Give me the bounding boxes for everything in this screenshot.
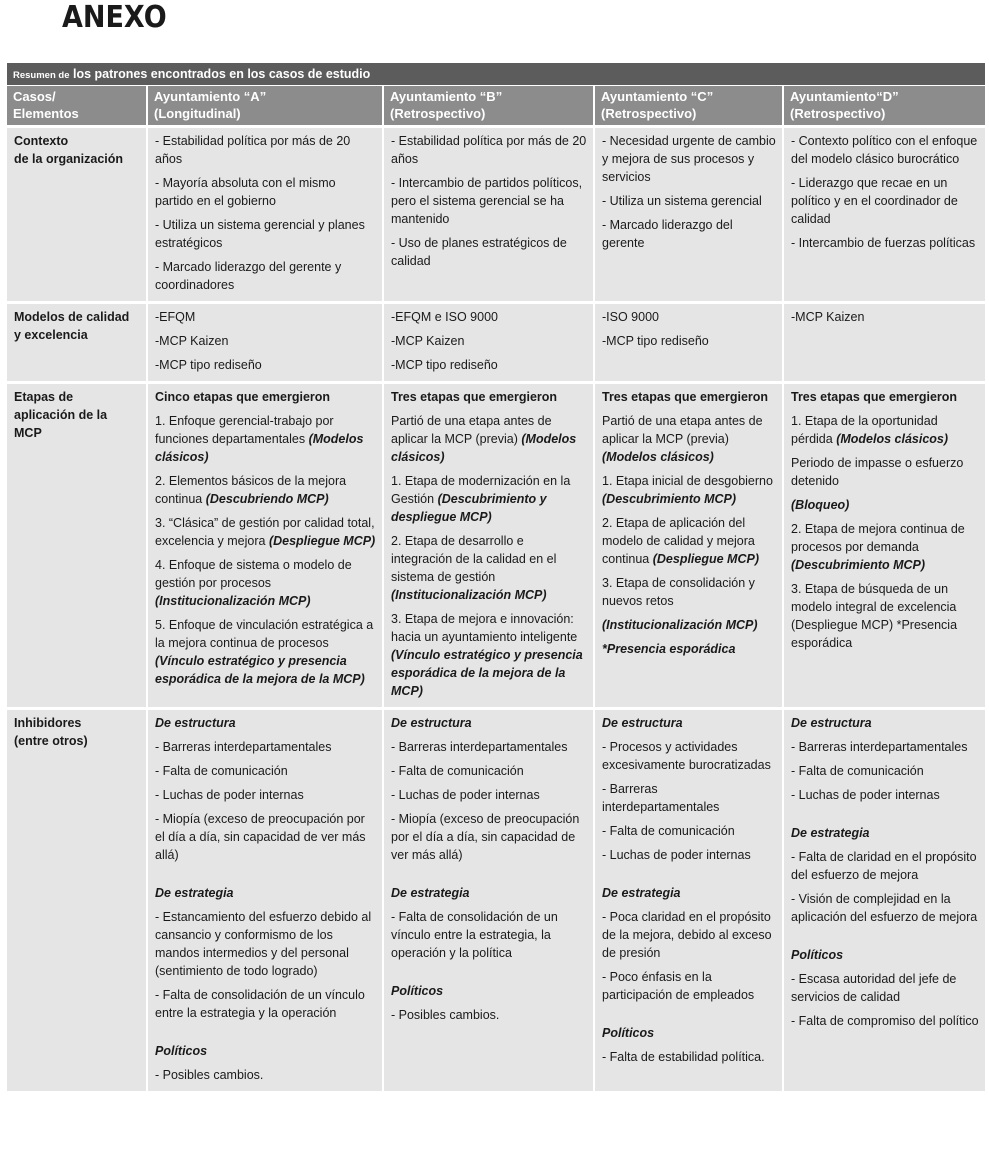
cell-text: - Falta de consolidación de un vínculo entre la estrategia y la operación <box>155 988 365 1020</box>
header-row <box>7 86 985 127</box>
section-spacer <box>791 810 979 824</box>
row-label-etapas <box>7 383 147 709</box>
cell-text: - Liderazgo que recae en un político y en el coordinador de calidad <box>791 176 958 226</box>
summary-table <box>7 86 985 1091</box>
cell-text: (Institucionalización MCP) <box>602 618 758 632</box>
row-label-modelos <box>7 303 147 383</box>
cell-text: De estructura <box>155 716 236 730</box>
cell-text: -EFQM e ISO 9000 <box>391 310 498 324</box>
cell-text: Modelos de calidad <box>14 310 130 324</box>
cell-text: - Falta de comunicación <box>155 764 288 778</box>
cell-text: - Posibles cambios. <box>391 1008 500 1022</box>
row-inhibidores <box>7 709 985 1092</box>
cell-text: - Utiliza un sistema gerencial y planes estratégicos <box>155 218 365 250</box>
cell-text: - Necesidad urgente de cambio y mejora de sus procesos y servicios <box>602 134 776 184</box>
cell-text: - Marcado liderazgo del gerente <box>602 218 733 250</box>
cell-text: 1. Etapa de la oportunidad pérdida <box>791 414 938 446</box>
cell-etapas-c <box>594 383 783 709</box>
header-casos <box>7 86 147 127</box>
cell-text: Partió de una etapa antes de aplicar la MCP (previa) <box>602 414 763 446</box>
cell-contexto-c <box>594 127 783 303</box>
cell-text: 2. Etapa de aplicación del modelo de calidad y mejora continua <box>602 516 755 566</box>
cell-etapas-b <box>383 383 594 709</box>
cell-text: De estructura <box>791 716 872 730</box>
cell-modelos-b <box>383 303 594 383</box>
cell-text: de la organización <box>14 152 124 166</box>
cell-text: 2. Elementos básicos de la mejora continua <box>155 474 347 506</box>
summary-table-wrapper <box>7 63 985 1091</box>
cell-text: - Miopía (exceso de preocupación por el día a día, sin capacidad de ver más allá) <box>155 812 366 862</box>
cell-text: *Presencia esporádica <box>602 642 736 656</box>
section-spacer <box>602 870 776 884</box>
cell-text: Tres etapas que emergieron <box>602 390 769 404</box>
cell-etapas-d <box>783 383 985 709</box>
cell-text: (Modelos clásicos) <box>602 450 714 464</box>
cell-text: (entre otros) <box>14 734 88 748</box>
cell-text: - Luchas de poder internas <box>391 788 540 802</box>
cell-text: y excelencia <box>14 328 88 342</box>
cell-text: (Institucionalización MCP) <box>391 588 547 602</box>
cell-text: - Poca claridad en el propósito de la mejora, debido al exceso de presión <box>602 910 772 960</box>
header-ayuntamiento-d <box>783 86 985 127</box>
cell-modelos-d <box>783 303 985 383</box>
cell-text: 3. “Clásica” de gestión por calidad total, excelencia y mejora <box>155 516 375 548</box>
cell-text: Periodo de impasse o esfuerzo detenido <box>791 456 964 488</box>
cell-text: - Escasa autoridad del jefe de servicios de calidad <box>791 972 957 1004</box>
cell-contexto-d <box>783 127 985 303</box>
cell-text: - Uso de planes estratégicos de calidad <box>391 236 567 268</box>
cell-text: De estrategia <box>391 886 470 900</box>
cell-modelos-a <box>147 303 383 383</box>
caption-rest: los patrones encontrados en los casos de estudio <box>69 67 371 81</box>
cell-text: - Intercambio de partidos políticos, pero el sistema gerencial se ha mantenido <box>391 176 583 226</box>
cell-text: Casos/ <box>13 89 56 104</box>
cell-text: - Poco énfasis en la participación de empleados <box>602 970 755 1002</box>
cell-text: - Falta de claridad en el propósito del esfuerzo de mejora <box>791 850 977 882</box>
cell-text: -MCP Kaizen <box>155 334 229 348</box>
row-contexto <box>7 127 985 303</box>
cell-contexto-a <box>147 127 383 303</box>
cell-text: Etapas de <box>14 390 74 404</box>
cell-text: - Barreras interdepartamentales <box>602 782 720 814</box>
cell-text: (Retrospectivo) <box>790 106 886 121</box>
cell-inhibidores-d <box>783 709 985 1092</box>
cell-text: Ayuntamiento “C” <box>601 89 714 104</box>
page-heading: ANEXO <box>62 0 167 35</box>
cell-inhibidores-c <box>594 709 783 1092</box>
cell-text: Elementos <box>13 106 79 121</box>
cell-text: - Luchas de poder internas <box>791 788 940 802</box>
cell-inhibidores-b <box>383 709 594 1092</box>
cell-text: 2. Etapa de mejora continua de procesos por demanda <box>791 522 965 554</box>
row-modelos <box>7 303 985 383</box>
cell-text: De estructura <box>391 716 472 730</box>
cell-text: (Modelos clásicos) <box>155 432 364 464</box>
cell-text: -MCP tipo rediseño <box>391 358 498 372</box>
cell-text: Cinco etapas que emergieron <box>155 390 331 404</box>
cell-text: Ayuntamiento “B” <box>390 89 503 104</box>
cell-text: - Visión de complejidad en la aplicación del esfuerzo de mejora <box>791 892 978 924</box>
cell-text: - Barreras interdepartamentales <box>391 740 568 754</box>
cell-text: 1. Etapa inicial de desgobierno <box>602 474 773 488</box>
section-spacer <box>391 870 587 884</box>
section-spacer <box>791 932 979 946</box>
cell-text: - Posibles cambios. <box>155 1068 264 1082</box>
cell-text: 3. Etapa de búsqueda de un modelo integral de excelencia (Despliegue MCP) *Presencia esporádica <box>791 582 958 650</box>
cell-text: -EFQM <box>155 310 196 324</box>
cell-text: (Retrospectivo) <box>390 106 486 121</box>
cell-text: De estrategia <box>155 886 234 900</box>
cell-text: 1. Etapa de modernización en la Gestión <box>391 474 571 506</box>
cell-text: -MCP Kaizen <box>791 310 865 324</box>
cell-text: (Descubrimiento MCP) <box>602 492 737 506</box>
cell-text: 2. Etapa de desarrollo e integración de la calidad en el sistema de gestión <box>391 534 557 584</box>
cell-text: - Estabilidad política por más de 20 años <box>391 134 587 166</box>
cell-text: (Modelos clásicos) <box>391 432 577 464</box>
cell-text: (Institucionalización MCP) <box>155 594 311 608</box>
cell-text: - Luchas de poder internas <box>155 788 304 802</box>
cell-text: (Descubriendo MCP) <box>205 492 329 506</box>
cell-text: Inhibidores <box>14 716 82 730</box>
cell-text: (Vínculo estratégico y presencia esporádica de la mejora de la MCP) <box>391 648 583 698</box>
section-spacer <box>155 1028 376 1042</box>
cell-text: De estructura <box>602 716 683 730</box>
cell-text: 1. Enfoque gerencial-trabajo por funciones departamentales <box>155 414 334 446</box>
row-etapas <box>7 383 985 709</box>
cell-text: 3. Etapa de mejora e innovación: hacia un ayuntamiento inteligente <box>391 612 578 644</box>
cell-text: -ISO 9000 <box>602 310 659 324</box>
header-ayuntamiento-a <box>147 86 383 127</box>
cell-text: - Utiliza un sistema gerencial <box>602 194 762 208</box>
cell-text: (Longitudinal) <box>154 106 241 121</box>
table-caption <box>7 63 985 86</box>
header-ayuntamiento-c <box>594 86 783 127</box>
cell-text: - Barreras interdepartamentales <box>791 740 968 754</box>
cell-text: - Falta de comunicación <box>391 764 524 778</box>
caption-small: Resumen de <box>13 70 70 81</box>
cell-text: aplicación de la <box>14 408 108 422</box>
cell-text: (Bloqueo) <box>791 498 850 512</box>
cell-text: - Falta de compromiso del político <box>791 1014 979 1028</box>
cell-text: -MCP tipo rediseño <box>155 358 262 372</box>
cell-text: - Barreras interdepartamentales <box>155 740 332 754</box>
cell-etapas-a <box>147 383 383 709</box>
header-ayuntamiento-b <box>383 86 594 127</box>
cell-text: - Estancamiento del esfuerzo debido al cansancio y conformismo de los mandos intermedios y del personal (sentimiento de todo logrado) <box>155 910 372 978</box>
cell-text: - Marcado liderazgo del gerente y coordinadores <box>155 260 342 292</box>
cell-text: - Miopía (exceso de preocupación por el día a día, sin capacidad de ver más allá) <box>391 812 580 862</box>
cell-text: Tres etapas que emergieron <box>391 390 558 404</box>
cell-text: Contexto <box>14 134 69 148</box>
section-spacer <box>391 968 587 982</box>
row-label-contexto <box>7 127 147 303</box>
cell-text: Políticos <box>791 948 844 962</box>
section-spacer <box>155 870 376 884</box>
cell-text: -MCP tipo rediseño <box>602 334 709 348</box>
cell-text: MCP <box>14 426 42 440</box>
cell-text: - Procesos y actividades excesivamente burocratizadas <box>602 740 771 772</box>
cell-modelos-c <box>594 303 783 383</box>
cell-text: - Falta de consolidación de un vínculo entre la estrategia, la operación y la política <box>391 910 558 960</box>
cell-text: - Contexto político con el enfoque del modelo clásico burocrático <box>791 134 978 166</box>
cell-text: - Falta de comunicación <box>602 824 735 838</box>
cell-text: Ayuntamiento “A” <box>154 89 267 104</box>
cell-text: Políticos <box>602 1026 655 1040</box>
cell-text: (Descubrimiento y despliegue MCP) <box>391 492 547 524</box>
cell-text: - Mayoría absoluta con el mismo partido en el gobierno <box>155 176 336 208</box>
cell-text: (Modelos clásicos) <box>836 432 949 446</box>
cell-text: De estrategia <box>791 826 870 840</box>
cell-text: (Retrospectivo) <box>601 106 697 121</box>
cell-text: 3. Etapa de consolidación y nuevos retos <box>602 576 755 608</box>
cell-text: Ayuntamiento“D” <box>790 89 899 104</box>
cell-text: - Luchas de poder internas <box>602 848 751 862</box>
cell-text: -MCP Kaizen <box>391 334 465 348</box>
cell-text: - Intercambio de fuerzas políticas <box>791 236 976 250</box>
cell-text: Políticos <box>391 984 444 998</box>
cell-inhibidores-a <box>147 709 383 1092</box>
cell-text: (Despliegue MCP) <box>268 534 376 548</box>
cell-text: (Despliegue MCP) <box>652 552 759 566</box>
cell-text: De estrategia <box>602 886 681 900</box>
cell-text: Políticos <box>155 1044 208 1058</box>
section-spacer <box>602 1010 776 1024</box>
cell-text: Tres etapas que emergieron <box>791 390 958 404</box>
cell-text: 5. Enfoque de vinculación estratégica a la mejora continua de procesos <box>155 618 374 650</box>
cell-text: - Falta de comunicación <box>791 764 924 778</box>
cell-contexto-b <box>383 127 594 303</box>
cell-text: (Vínculo estratégico y presencia esporádica de la mejora de la MCP) <box>155 654 365 686</box>
row-label-inhibidores <box>7 709 147 1092</box>
cell-text: (Descubrimiento MCP) <box>791 558 926 572</box>
cell-text: - Falta de estabilidad política. <box>602 1050 765 1064</box>
cell-text: 4. Enfoque de sistema o modelo de gestión por procesos <box>155 558 352 590</box>
cell-text: Partió de una etapa antes de aplicar la MCP (previa) <box>391 414 552 446</box>
cell-text: - Estabilidad política por más de 20 años <box>155 134 351 166</box>
